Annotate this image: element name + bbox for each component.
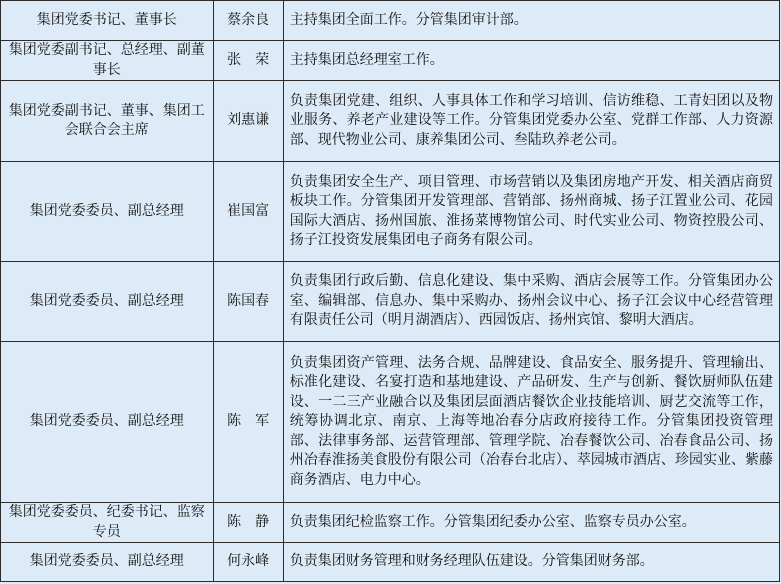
position-cell: 集团党委委员、副总经理 [1,262,214,342]
position-cell: 集团党委副书记、董事、集团工会联合会主席 [1,81,214,162]
leader-name-cell: 陈 静 [213,503,283,543]
table-row [1,262,780,342]
responsibility-cell: 负责集团财务管理和财务经理队伍建设。分管集团财务部。 [283,543,779,582]
responsibility-cell: 主持集团全面工作。分管集团审计部。 [283,1,779,41]
table-row [1,543,780,582]
table-row [1,41,780,81]
position-cell: 集团党委副书记、总经理、副董事长 [1,41,214,81]
position-cell: 集团党委委员、副总经理 [1,543,214,582]
responsibility-cell: 负责集团党建、组织、人事具体工作和学习培训、信访维稳、工青妇团以及物业服务、养老产业建设等工作。分管集团党委办公室、党群工作部、人力资源部、现代物业公司、康养集团公司、叁陆玖养老公司。 [283,81,779,162]
position-cell: 集团党委书记、董事长 [1,1,214,41]
leader-name-cell: 何永峰 [213,543,283,582]
responsibility-cell: 主持集团总经理室工作。 [283,41,779,81]
position-cell: 集团党委委员、副总经理 [1,162,214,262]
table-row [1,342,780,503]
table-row [1,503,780,543]
leader-name-cell: 陈 军 [213,342,283,503]
leader-name-cell: 陈国春 [213,262,283,342]
position-cell: 集团党委委员、副总经理 [1,342,214,503]
table-row [1,1,780,41]
leader-name-cell: 刘惠谦 [213,81,283,162]
leader-name-cell: 崔国富 [213,162,283,262]
responsibility-cell: 负责集团安全生产、项目管理、市场营销以及集团房地产开发、相关酒店商贸板块工作。分管集团开发管理部、营销部、扬州商城、扬子江置业公司、花园国际大酒店、扬州国旅、淮扬菜博物馆公司、时代实业公司、物资控股公司、扬子江投资发展集团电子商务有限公司。 [283,162,779,262]
responsibility-cell: 负责集团资产管理、法务合规、品牌建设、食品安全、服务提升、管理输出、标准化建设、名宴打造和基地建设、产品研发、生产与创新、餐饮厨师队伍建设、一二三产业融合以及集团层面酒店餐饮企业技能培训、厨艺交流等工作，统筹协调北京、南京、上海等地冶春分店政府接待工作。分管集团投资管理部、法律事务部、运营管理部、管理学院、冶春餐饮公司、冶春食品公司、扬州冶春淮扬美食股份有限公司（冶春台北店）、萃园城市酒店、珍园实业、紫藤商务酒店、电力中心。 [283,342,779,503]
position-cell: 集团党委委员、纪委书记、监察专员 [1,503,214,543]
table-row [1,162,780,262]
responsibility-cell: 负责集团纪检监察工作。分管集团纪委办公室、监察专员办公室。 [283,503,779,543]
table-row [1,81,780,162]
responsibility-cell: 负责集团行政后勤、信息化建设、集中采购、酒店会展等工作。分管集团办公室、编辑部、信息办、集中采购办、扬州会议中心、扬子江会议中心经营管理有限责任公司（明月湖酒店）、西园饭店、扬州宾馆、黎明大酒店。 [283,262,779,342]
leader-name-cell: 张 荣 [213,41,283,81]
leader-name-cell: 蔡余良 [213,1,283,41]
